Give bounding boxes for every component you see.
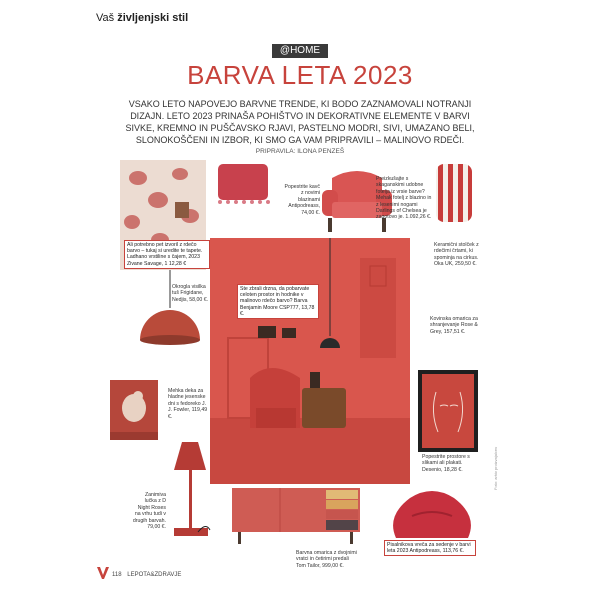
- sideboard-image: [228, 484, 364, 546]
- caption-table-lamp: Zanimiva lučka z D Night Roses na vrhu tudi v drugih barvah. 79,00 €.: [132, 492, 166, 531]
- caption-cushion: Popestrite kavč z novimi blazinami Antipodreass, 74,00 €.: [284, 184, 320, 216]
- caption-stool: Keramični stolček z rdečimi črtami, ki spominja na cirkus. Oka UK, 259,50 €.: [434, 242, 479, 268]
- caption-beanbag: Pisalnikova vreča za sedenje v barvi leta 2023 Antipodreass, 113,76 €.: [384, 540, 476, 556]
- beanbag-image: [386, 486, 478, 546]
- caption-pendant-lamp: Okrogla visilka tuš Frigidane, Nedjis, 58,00 €.: [172, 284, 209, 303]
- magazine-logo-icon: [96, 566, 110, 580]
- caption-sideboard: Barvna omarica z dvojnimi vratci in četirimi predali Tom Tailor, 999,00 €.: [296, 550, 357, 569]
- table-lamp-image: [164, 436, 216, 546]
- throw-blanket-image: [108, 378, 160, 442]
- print-poster-image: [416, 368, 480, 454]
- caption-throw-blanket: Mehka deka za hladne jesenske dni s fedoreko J. J. Fowler, 119,49 €.: [168, 388, 208, 420]
- room-photo: [210, 238, 410, 484]
- page-number: 118: [112, 572, 122, 578]
- caption-room: Ste zbrali drzna, da pobarvate celoten prostor in hodnike v malinovo rdečo barvo? Barva Benjamin Moore CSP777, 13,78 €.: [237, 284, 319, 319]
- caption-armchair: Preizkušajte s skaganskimi udobne fotelja iz vrsie barve? Mehak fotelj z blazino in z lesenimi nogami Darlings of Chelsea je zagotovo je. 1.092,26 €.: [376, 176, 432, 221]
- author-credit: PRIPRAVILA: ILONA PENZEŠ: [255, 148, 345, 155]
- caption-print: Popestrite prostore s slikami ali plakati. Desenio, 18,28 €.: [422, 454, 470, 473]
- photo-credit: Foto: arhiv proizvajalcev: [493, 446, 498, 490]
- caption-wallpaper: Ali potrebno pet izvoril z rdečo barvo – tukaj si uredite te tapete. Ladhano vrstiline s čajem, 2023 Zivane Savage, 1 12,28 €: [124, 240, 210, 269]
- page-footer: [112, 572, 181, 578]
- section-label: Vaš življenjski stil: [96, 12, 189, 24]
- stool-image: [432, 160, 476, 226]
- lead-paragraph: VSAKO LETO NAPOVEJO BARVNE TRENDE, KI BODO ZAZNAMOVALI NOTRANJI DIZAJN. LETO 2023 PRINAŠA POHIŠTVO IN DEKORATIVNE ELEMENTE V BARVI SIVKE, KREMNO IN PUŠČAVSKO RJAVI, PASTELNO MODRI, SIVI, UMAZANO BELI, SLONOKOŠČENI IN IZBOR, KI SMO GA VAM PRIPRAVILI – MALINOVO RDEČI.: [125, 99, 475, 145]
- magazine-name: LEPOTA&ZDRAVJE: [127, 572, 182, 578]
- cushion-image: [214, 160, 272, 206]
- caption-metal-cabinet: Kovinska omarica za shranjevanje Rose & Grey, 157,51 €.: [430, 316, 478, 335]
- home-badge: @HOME: [272, 44, 328, 58]
- page-title: BARVA LETA 2023: [187, 60, 413, 90]
